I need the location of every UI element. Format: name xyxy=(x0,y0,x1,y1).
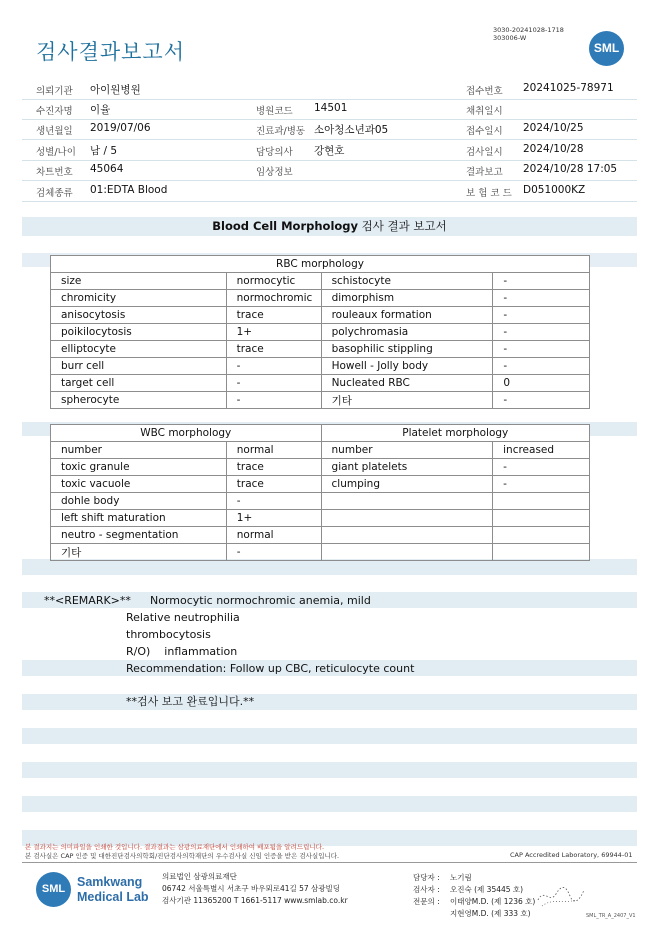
table-cell: giant platelets xyxy=(321,459,493,476)
header-value: 이율 xyxy=(90,104,111,116)
rbc-table-title: RBC morphology xyxy=(51,256,590,273)
table-cell: size xyxy=(51,273,227,290)
report-complete: **검사 보고 완료입니다.** xyxy=(126,695,255,708)
header-label: 차트번호 xyxy=(36,167,73,178)
footer-note-accreditation: 본 검사실은 CAP 인증 및 대한진단검사의학회/진단검사의학재단의 우수검사실 신임 인증을 받은 검사실입니다. xyxy=(25,852,340,860)
header-value: 남 / 5 xyxy=(90,145,118,157)
header-divider xyxy=(22,119,637,120)
lab-name-line2: Medical Lab xyxy=(77,890,149,904)
report-title-en: Blood Cell Morphology xyxy=(212,219,359,233)
table-cell: neutro - segmentation xyxy=(51,527,227,544)
table-cell xyxy=(493,493,590,510)
table-cell xyxy=(321,544,493,561)
signature-icon xyxy=(536,878,586,908)
rbc-table xyxy=(50,255,590,409)
header-label: 담당의사 xyxy=(256,147,293,158)
staff-name: 오진숙 (제 35445 호) xyxy=(450,885,524,894)
header-value: 20241025-78971 xyxy=(523,82,614,94)
header-label: 수진자명 xyxy=(36,106,73,117)
staff-label: 담당자 : xyxy=(413,873,440,882)
header-value: 소아청소년과05 xyxy=(314,124,389,136)
table-cell: polychromasia xyxy=(321,324,493,341)
header-value: 2024/10/25 xyxy=(523,122,584,134)
document-code-sub: 303006-W xyxy=(493,34,527,42)
table-cell: schistocyte xyxy=(321,273,493,290)
header-label: 검체종류 xyxy=(36,188,73,199)
table-cell: - xyxy=(493,392,590,409)
header-label: 보 험 코 드 xyxy=(466,188,512,199)
table-cell: target cell xyxy=(51,375,227,392)
table-cell: basophilic stippling xyxy=(321,341,493,358)
bg-band xyxy=(22,694,637,710)
table-cell xyxy=(321,493,493,510)
header-label: 채취일시 xyxy=(466,106,503,117)
header-label: 병원코드 xyxy=(256,106,293,117)
header-label: 성별/나이 xyxy=(36,147,76,158)
table-row xyxy=(51,442,590,459)
lab-address-3: 검사기관 11365200 T 1661-5117 www.smlab.co.kr xyxy=(162,896,348,905)
report-title xyxy=(22,217,637,236)
header-divider xyxy=(22,180,637,181)
header-value: 2024/10/28 17:05 xyxy=(523,163,618,175)
header-value: 01:EDTA Blood xyxy=(90,184,168,196)
table-cell: rouleaux formation xyxy=(321,307,493,324)
table-cell: - xyxy=(226,392,321,409)
lab-name-line1: Samkwang xyxy=(77,875,143,889)
table-row xyxy=(51,527,590,544)
table-cell: chromicity xyxy=(51,290,227,307)
header-divider xyxy=(22,201,637,202)
table-cell: 1+ xyxy=(226,324,321,341)
table-cell: 0 xyxy=(493,375,590,392)
header-value: 2024/10/28 xyxy=(523,143,584,155)
table-row xyxy=(51,375,590,392)
table-cell xyxy=(493,527,590,544)
header-value: 14501 xyxy=(314,102,348,114)
table-cell: elliptocyte xyxy=(51,341,227,358)
table-row xyxy=(51,392,590,409)
table-cell: spherocyte xyxy=(51,392,227,409)
table-cell: - xyxy=(493,290,590,307)
remark-line: thrombocytosis xyxy=(126,628,211,641)
header-value: D051000KZ xyxy=(523,184,586,196)
table-cell: poikilocytosis xyxy=(51,324,227,341)
table-cell: normal xyxy=(226,442,321,459)
table-cell: normocytic xyxy=(226,273,321,290)
cap-accreditation: CAP Accredited Laboratory, 69944-01 xyxy=(510,851,633,859)
table-row xyxy=(51,510,590,527)
remark-line: Recommendation: Follow up CBC, reticulocyte count xyxy=(126,662,415,675)
table-row xyxy=(51,358,590,375)
staff-name: 이태양M.D. (제 1236 호) xyxy=(450,897,536,906)
table-cell: normal xyxy=(226,527,321,544)
header-value: 아이원병원 xyxy=(90,84,141,96)
table-cell: dohle body xyxy=(51,493,227,510)
staff-label: 전문의 : xyxy=(413,897,440,906)
table-cell: trace xyxy=(226,307,321,324)
table-cell: toxic granule xyxy=(51,459,227,476)
table-cell: - xyxy=(493,476,590,493)
staff-name: 노기림 xyxy=(450,873,472,882)
document-code: 3030-20241028-1718 xyxy=(493,26,564,34)
header-label: 임상정보 xyxy=(256,167,293,178)
lab-address-2: 06742 서울특별시 서초구 바우뫼로41길 57 삼광빌딩 xyxy=(162,884,341,893)
table-cell: increased xyxy=(493,442,590,459)
table-cell: 기타 xyxy=(321,392,493,409)
table-cell: - xyxy=(493,307,590,324)
table-cell: number xyxy=(321,442,493,459)
table-row xyxy=(51,493,590,510)
table-row xyxy=(51,476,590,493)
table-cell: Howell - Jolly body xyxy=(321,358,493,375)
table-cell: number xyxy=(51,442,227,459)
table-cell: burr cell xyxy=(51,358,227,375)
table-cell: - xyxy=(493,459,590,476)
header-divider xyxy=(22,160,637,161)
table-cell: anisocytosis xyxy=(51,307,227,324)
table-row xyxy=(51,544,590,561)
staff-label: 검사자 : xyxy=(413,885,440,894)
table-cell xyxy=(493,544,590,561)
header-label: 접수번호 xyxy=(466,86,503,97)
remark-line: Relative neutrophilia xyxy=(126,611,240,624)
table-row xyxy=(51,459,590,476)
sml-footer-logo: SML xyxy=(36,872,71,907)
header-divider xyxy=(22,99,637,100)
header-label: 의뢰기관 xyxy=(36,86,73,97)
table-row xyxy=(51,290,590,307)
header-value: 2019/07/06 xyxy=(90,122,151,134)
lab-address-1: 의료법인 삼광의료재단 xyxy=(162,872,237,881)
table-cell: dimorphism xyxy=(321,290,493,307)
header-label: 결과보고 xyxy=(466,167,503,178)
bg-band xyxy=(22,559,637,575)
remark-line: Normocytic normochromic anemia, mild xyxy=(150,594,371,607)
footer-note-print: 본 결과지는 의미파일을 인쇄한 것입니다. 결과결과는 삼광의료재단에서 인쇄하여 배포됨을 알려드립니다. xyxy=(25,843,325,851)
table-cell: trace xyxy=(226,459,321,476)
bg-band xyxy=(22,762,637,778)
header-value: 강현호 xyxy=(314,145,345,157)
table-cell: - xyxy=(493,358,590,375)
table-cell: - xyxy=(226,375,321,392)
table-cell: toxic vacuole xyxy=(51,476,227,493)
table-cell: trace xyxy=(226,341,321,358)
document-title: 검사결과보고서 xyxy=(36,40,186,64)
table-cell: normochromic xyxy=(226,290,321,307)
table-cell xyxy=(321,510,493,527)
sml-logo: SML xyxy=(589,31,624,66)
wbc-table-title: WBC morphology xyxy=(51,425,322,442)
header-label: 접수일시 xyxy=(466,126,503,137)
table-cell: Nucleated RBC xyxy=(321,375,493,392)
footer-divider xyxy=(22,862,637,863)
table-cell: 1+ xyxy=(226,510,321,527)
table-cell: clumping xyxy=(321,476,493,493)
table-cell: - xyxy=(226,358,321,375)
table-cell: - xyxy=(493,341,590,358)
bg-band xyxy=(22,728,637,744)
table-cell: left shift maturation xyxy=(51,510,227,527)
header-value: 45064 xyxy=(90,163,124,175)
platelet-table-title: Platelet morphology xyxy=(321,425,589,442)
remark-label: **<REMARK>** xyxy=(44,594,131,607)
table-cell: trace xyxy=(226,476,321,493)
form-code: SML_TR_A_2407_V1 xyxy=(586,913,636,919)
table-cell: 기타 xyxy=(51,544,227,561)
header-label: 진료과/병동 xyxy=(256,126,306,137)
table-cell: - xyxy=(226,493,321,510)
remark-line: R/O) inflammation xyxy=(126,645,238,658)
table-row xyxy=(51,341,590,358)
report-title-ko: 검사 결과 보고서 xyxy=(358,219,447,233)
table-cell xyxy=(493,510,590,527)
table-row xyxy=(51,307,590,324)
table-row xyxy=(51,324,590,341)
table-cell: - xyxy=(226,544,321,561)
header-divider xyxy=(22,139,637,140)
wbc-platelet-table xyxy=(50,424,590,561)
bg-band xyxy=(22,796,637,812)
table-cell xyxy=(321,527,493,544)
table-cell: - xyxy=(493,324,590,341)
header-label: 생년월일 xyxy=(36,126,73,137)
table-cell: - xyxy=(493,273,590,290)
header-label: 검사일시 xyxy=(466,147,503,158)
staff-name: 지현영M.D. (제 333 호) xyxy=(450,909,531,918)
table-row xyxy=(51,273,590,290)
